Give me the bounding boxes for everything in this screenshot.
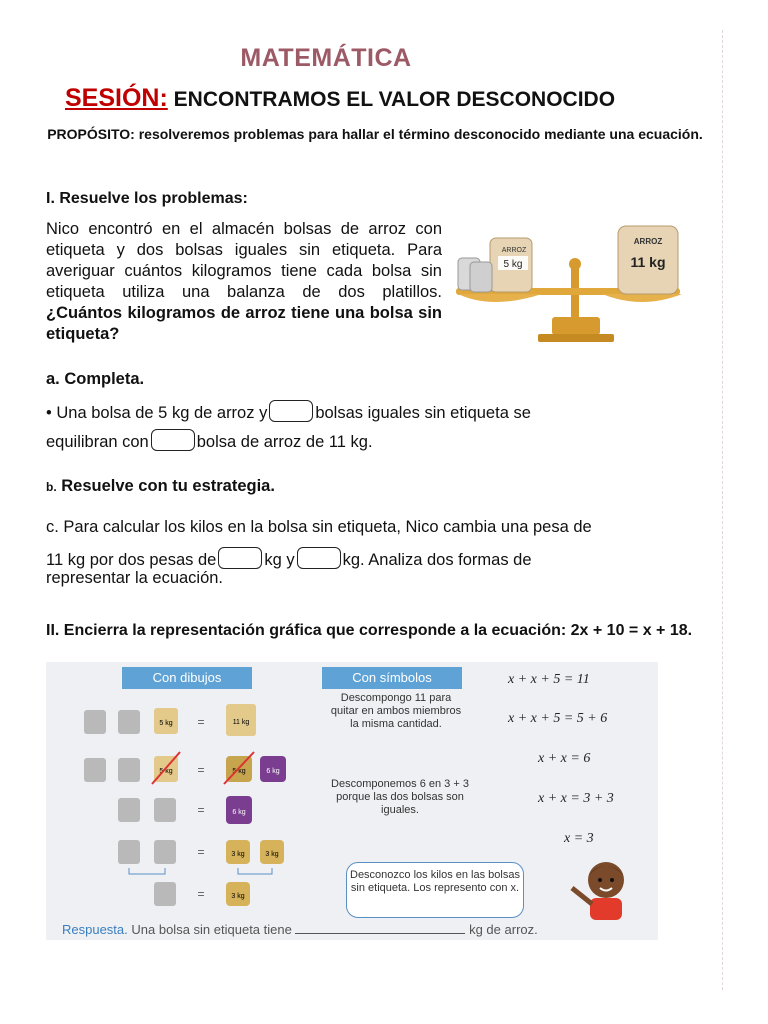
answer-label: Respuesta.	[62, 922, 128, 937]
left-bag-weight: 5 kg	[503, 259, 523, 270]
part-a-heading: a. Completa.	[46, 370, 145, 388]
session-title: ENCONTRAMOS EL VALOR DESCONOCIDO	[173, 88, 616, 111]
part-c-text-1: 11 kg por dos pesas de	[46, 551, 217, 569]
left-bag-label: ARROZ	[501, 247, 527, 254]
note-descompongo: Descompongo 11 para quitar en ambos miembros la misma cantidad.	[330, 692, 462, 730]
equation-1: x + x + 5 = 11	[508, 672, 590, 687]
row5-w3-label: 3 kg	[231, 893, 245, 900]
balance-scale-illustration	[452, 222, 688, 344]
answer-box-bags[interactable]	[269, 400, 313, 422]
row1-bag11-label: 11 kg	[232, 719, 250, 726]
part-a-text-1: • Una bolsa de 5 kg de arroz y	[46, 404, 268, 422]
answer-unit: kg de arroz.	[469, 922, 538, 937]
row4-w3a-label: 3 kg	[231, 851, 245, 858]
part-a-text-2: bolsas iguales sin etiqueta se	[315, 404, 531, 422]
answer-line	[62, 922, 538, 937]
drawings-column	[76, 700, 316, 915]
row4-w3b-label: 3 kg	[265, 851, 279, 858]
answer-box-bag-count[interactable]	[151, 429, 195, 451]
problem-question: ¿Cuántos kilogramos de arroz tiene una bolsa sin etiqueta?	[46, 304, 442, 343]
solution-figure	[46, 662, 658, 940]
tab-con-simbolos: Con símbolos	[322, 667, 462, 689]
row2-w5-label: 5 kg	[232, 768, 246, 775]
row3-equals: =	[197, 803, 205, 817]
answer-box-weight-1[interactable]	[218, 547, 262, 569]
session-label: SESIÓN:	[65, 84, 168, 112]
part-a-line1	[46, 400, 531, 423]
page-border	[722, 30, 723, 990]
equation-2: x + x + 5 = 5 + 6	[508, 711, 608, 726]
part-a-text-4: bolsa de arroz de 11 kg.	[196, 433, 373, 451]
equation-3: x + x = 6	[538, 751, 591, 766]
problem-paragraph	[46, 219, 442, 345]
part-b-letter: b.	[46, 480, 57, 494]
page-title: MATEMÁTICA	[240, 44, 412, 72]
answer-blank[interactable]	[295, 933, 465, 934]
speech-bubble: Desconozco los kilos en las bolsas sin etiqueta. Los represento con x.	[346, 862, 524, 918]
boy-illustration	[566, 858, 646, 920]
part-b-text: Resuelve con tu estrategia.	[61, 477, 275, 495]
part-c-line3: representar la ecuación.	[46, 569, 224, 587]
tab-con-dibujos: Con dibujos	[122, 667, 252, 689]
problem-text: Nico encontró en el almacén bolsas de arroz con etiqueta y dos bolsas iguales sin etiqueta. Para averiguar cuántos kilogramos tiene cada bolsa sin etiqueta utiliza una balanza de dos platillos.	[46, 220, 442, 301]
part-c-text-3: kg. Analiza dos formas de	[342, 551, 532, 569]
part-c-line1: c. Para calcular los kilos en la bolsa sin etiqueta, Nico cambia una pesa de	[46, 518, 592, 536]
row1-bag5-label: 5 kg	[159, 720, 173, 727]
row2-bag5-label: 5 kg	[159, 768, 173, 775]
section2-heading: II. Encierra la representación gráfica que corresponde a la ecuación: 2x + 10 = x + 18.	[46, 622, 693, 639]
row1-equals: =	[197, 715, 205, 729]
row4-equals: =	[197, 845, 205, 859]
row2-equals: =	[197, 763, 205, 777]
answer-box-weight-2[interactable]	[297, 547, 341, 569]
note-descomponemos: Descomponemos 6 en 3 + 3 porque las dos bolsas son iguales.	[331, 778, 469, 816]
row5-equals: =	[197, 887, 205, 901]
answer-text: Una bolsa sin etiqueta tiene	[131, 922, 292, 937]
session-heading	[65, 84, 615, 113]
part-a-line2	[46, 429, 373, 452]
part-b-heading	[46, 477, 275, 496]
purpose-text: PROPÓSITO: resolveremos problemas para hallar el término desconocido mediante una ecuación.	[47, 126, 703, 142]
row2-w6-label: 6 kg	[266, 768, 280, 775]
equation-5: x = 3	[564, 831, 594, 846]
right-bag-label: ARROZ	[633, 237, 663, 246]
part-c-line2	[46, 547, 532, 570]
section1-heading: I. Resuelve los problemas:	[46, 190, 248, 207]
row3-w6-label: 6 kg	[232, 809, 246, 816]
part-c-text-2: kg y	[264, 551, 295, 569]
right-bag-weight: 11 kg	[630, 254, 666, 270]
equation-4: x + x = 3 + 3	[538, 791, 614, 806]
part-a-text-3: equilibran con	[46, 433, 149, 451]
